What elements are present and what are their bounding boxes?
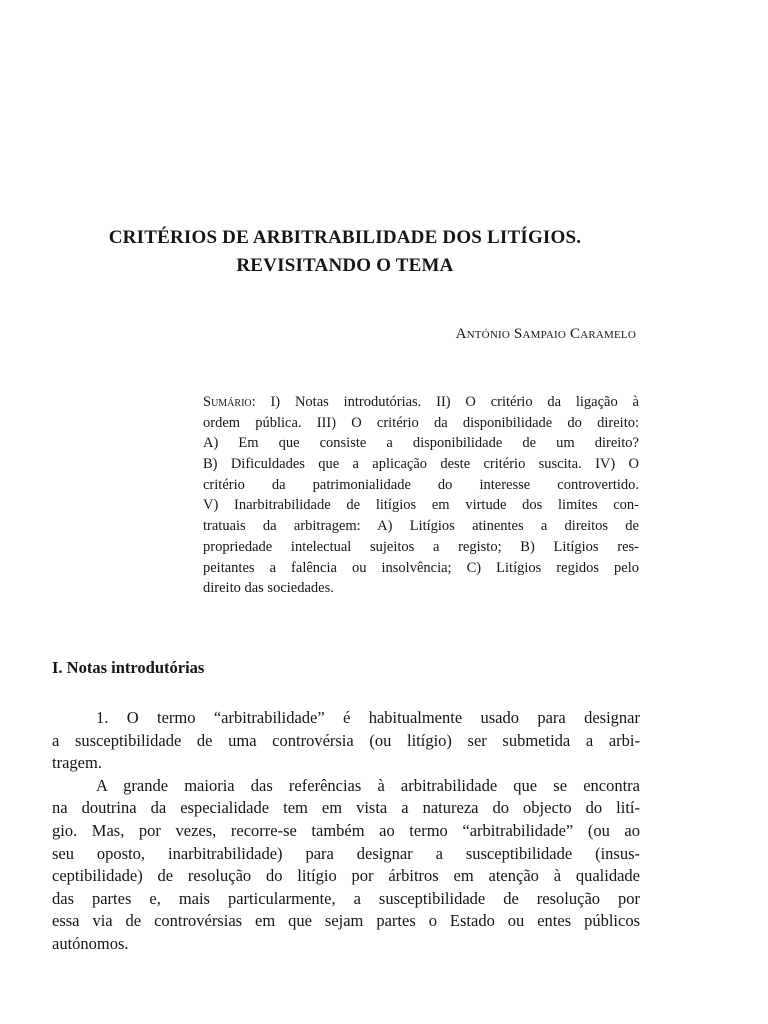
title-line-1: CRITÉRIOS DE ARBITRABILIDADE DOS LITÍGIOS. xyxy=(108,227,582,248)
body-line: essa via de controvérsias em que sejam partes o Estado ou entes públicos xyxy=(52,911,640,931)
summary-line: critério da patrimonialidade do interesse controvertido. xyxy=(203,476,639,493)
body-line: A grande maioria das referências à arbitrabilidade que se encontra xyxy=(96,775,640,795)
summary-line: ordem pública. III) O critério da disponibilidade do direito: xyxy=(203,414,639,431)
body-line: tragem. xyxy=(52,753,102,773)
summary-line: tratuais da arbitragem: A) Litígios atinentes a direitos de xyxy=(203,518,639,535)
summary-line: Sumário: I) Notas introdutórias. II) O critério da ligação à xyxy=(203,394,639,410)
section-heading: I. Notas introdutórias xyxy=(52,658,205,677)
summary-block xyxy=(203,392,639,599)
body-line: das partes e, mais particularmente, a susceptibilidade de resolução por xyxy=(52,888,640,908)
author-name: António Sampaio Caramelo xyxy=(455,326,636,342)
body-line: ceptibilidade) de resolução do litígio por árbitros em atenção à qualidade xyxy=(52,866,640,886)
body-line: a susceptibilidade de uma controvérsia (ou litígio) ser submetida a arbi- xyxy=(52,730,640,750)
body-line: 1. O termo “arbitrabilidade” é habitualmente usado para designar xyxy=(96,708,640,727)
summary-line: V) Inarbitrabilidade de litígios em virtude dos limites con- xyxy=(203,497,639,514)
body-line: seu oposto, inarbitrabilidade) para designar a susceptibilidade (insus- xyxy=(52,843,640,863)
title-line-2: REVISITANDO O TEMA xyxy=(236,255,454,276)
summary-line: direito das sociedades. xyxy=(203,580,334,597)
summary-line: A) Em que consiste a disponibilidade de um direito? xyxy=(203,435,639,452)
summary-line: peitantes a falência ou insolvência; C) Litígios regidos pelo xyxy=(203,559,639,576)
summary-label: Sumário: xyxy=(203,394,256,410)
body-text xyxy=(52,707,640,956)
summary-line: propriedade intelectual sujeitos a registo; B) Litígios res- xyxy=(203,538,639,555)
summary-line: B) Dificuldades que a aplicação deste critério suscita. IV) O xyxy=(203,456,639,473)
article-title xyxy=(60,224,630,280)
body-line: na doutrina da especialidade tem em vista a natureza do objecto do lití- xyxy=(52,798,640,818)
body-line: gio. Mas, por vezes, recorre-se também ao termo “arbitrabilidade” (ou ao xyxy=(52,820,640,840)
body-line: autónomos. xyxy=(52,933,129,953)
